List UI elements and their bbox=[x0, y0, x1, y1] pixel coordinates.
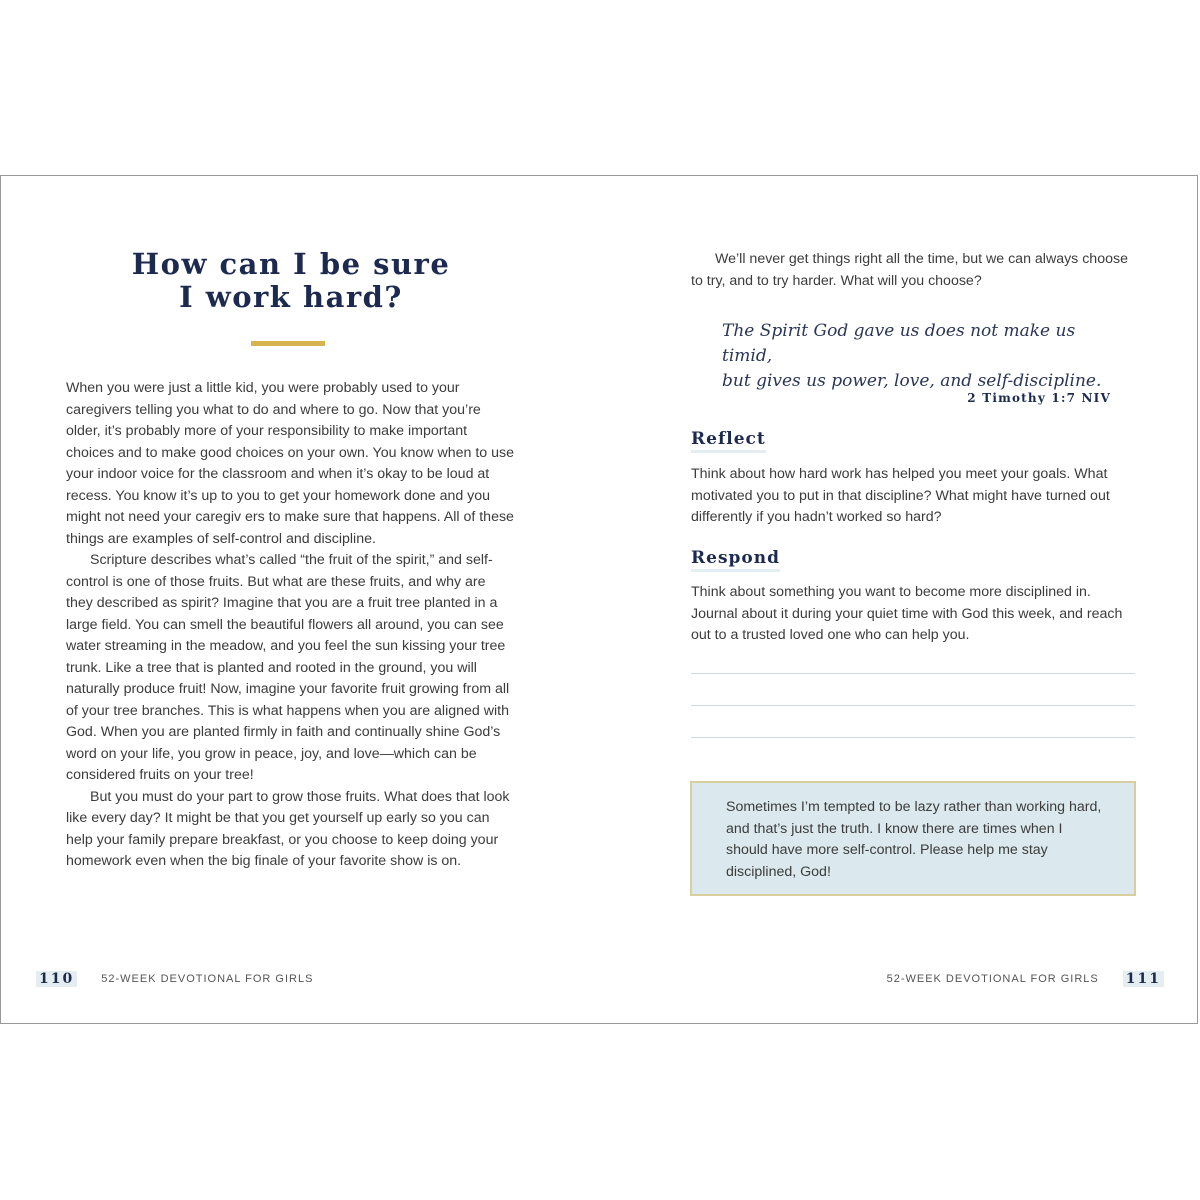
verse-line-2: but gives us power, love, and self-discipline. bbox=[722, 371, 1102, 391]
journal-line bbox=[691, 737, 1135, 738]
reflect-text: Think about how hard work has helped you meet your goals. What motivated you to put in that discipline? What might have turned out differently if you hadn’t worked so hard? bbox=[691, 466, 1110, 525]
right-footer bbox=[887, 971, 1164, 987]
page-number-right: 111 bbox=[1123, 971, 1164, 987]
book-spread bbox=[0, 175, 1198, 1024]
page-title bbox=[91, 248, 491, 314]
journal-line bbox=[691, 673, 1135, 674]
body-paragraph-2: Scripture describes what’s called “the fruit of the spirit,” and self-control is one of those fruits. But what are these fruits, and why are they described as spirit? Imagine that you are a fruit tree planted in a large field. You can smell the beautiful flowers all around, you can see water streaming in the meadow, and you feel the sun kissing your tree trunk. Like a tree that is planted and rooted in the ground, you will naturally produce fruit! Now, imagine your favorite fruit growing from all of your tree branches. This is what happens when you are aligned with God. When you are planted firmly in faith and continually shine God’s word on your life, you grow in peace, joy, and love—which can be considered fruits on your tree! bbox=[66, 552, 510, 783]
prayer-box bbox=[690, 781, 1136, 896]
running-footer-left: 52-WEEK DEVOTIONAL FOR GIRLS bbox=[101, 973, 314, 985]
reflect-heading: Reflect bbox=[691, 429, 766, 453]
page-number-left: 110 bbox=[36, 971, 77, 987]
body-paragraph-3: But you must do your part to grow those fruits. What does that look like every day? It might be that you get yourself up early so you can help your family prepare breakfast, or you choose to keep doing your homework even when the big finale of your favorite show is on. bbox=[66, 788, 510, 869]
devotional-body bbox=[66, 378, 516, 873]
left-footer bbox=[36, 971, 313, 987]
respond-text: Think about something you want to become more disciplined in. Journal about it during your quiet time with God this week, and reach out to a trusted loved one who can help you. bbox=[691, 584, 1123, 643]
verse-line-1: The Spirit God gave us does not make us timid, bbox=[722, 321, 1076, 366]
title-line-1: How can I be sure bbox=[131, 247, 451, 281]
intro-paragraph: We’ll never get things right all the time, but we can always choose to try, and to try harder. What will you choose? bbox=[691, 251, 1128, 289]
body-paragraph-1: When you were just a little kid, you were probably used to your caregivers telling you what to do and where to go. Now that you’re older, it’s probably more of your responsibility to make important choices and to make good choices on your own. You know when to use your indoor voice for the classroom and when it’s okay to be loud at recess. You know it’s up to you to get your homework done and you might not need your caregiv ers to make sure that happens. All of these things are examples of self-control and discipline. bbox=[66, 380, 514, 547]
running-footer-right: 52-WEEK DEVOTIONAL FOR GIRLS bbox=[886, 973, 1099, 985]
right-page bbox=[600, 176, 1199, 1023]
title-line-2: I work hard? bbox=[179, 280, 403, 314]
left-page bbox=[1, 176, 600, 1023]
prayer-text: Sometimes I’m tempted to be lazy rather than working hard, and that’s just the truth. I know there are times when I should have more self-control. Please help me stay disciplined, God! bbox=[726, 799, 1102, 880]
title-accent-rule bbox=[251, 341, 325, 346]
verse-reference: 2 Timothy 1:7 NIV bbox=[967, 391, 1111, 405]
respond-heading: Respond bbox=[691, 548, 780, 572]
scripture-verse bbox=[722, 319, 1122, 394]
journal-line bbox=[691, 705, 1135, 706]
